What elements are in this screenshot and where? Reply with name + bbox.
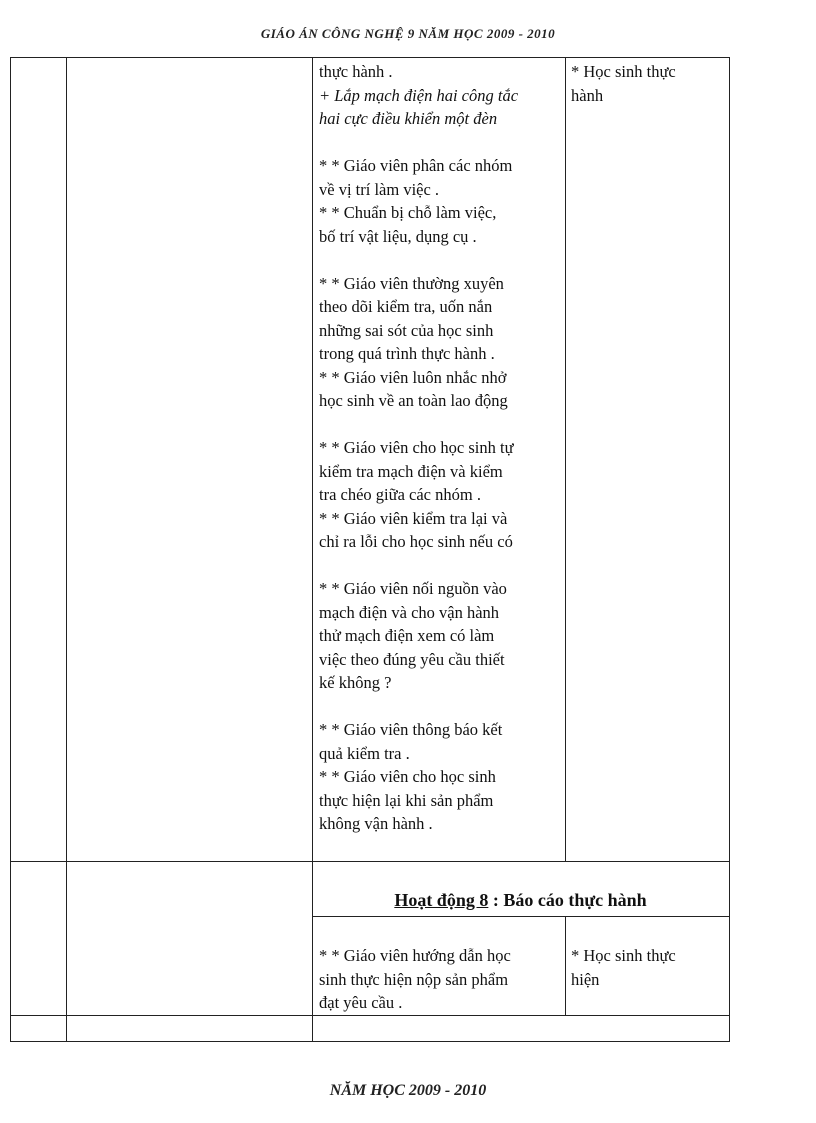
activity-heading <box>312 890 729 911</box>
text-line: mạch điện và cho vận hành <box>319 602 500 622</box>
text-line <box>319 413 563 437</box>
text-line: * * Giáo viên nối nguồn vào <box>319 579 507 598</box>
row-divider-2 <box>10 1015 730 1016</box>
col-divider-3a <box>565 57 566 862</box>
text-line: theo dõi kiểm tra, uốn nắn <box>319 297 493 316</box>
text-line: * * Giáo viên thường xuyên <box>319 273 504 293</box>
heading-divider <box>312 916 730 917</box>
text-line: * * Giáo viên cho học sinh tự <box>319 438 514 457</box>
text-line: hai cực điều khiển một đèn <box>319 109 498 128</box>
text-line: về vị trí làm việc . <box>319 179 440 199</box>
text-line: * Học sinh thực <box>571 62 676 81</box>
text-line: không vận hành . <box>319 814 433 833</box>
student-activity-cell <box>571 944 727 991</box>
page-header-text: GIÁO ÁN CÔNG NGHỆ 9 NĂM HỌC 2009 - 2010 <box>260 26 556 41</box>
row-divider-1 <box>10 861 730 862</box>
table-border-bottom <box>10 1041 730 1042</box>
text-line: * * Giáo viên hướng dẫn học <box>319 946 511 965</box>
text-line: quả kiểm tra . <box>319 743 410 763</box>
page-footer <box>0 1078 816 1099</box>
text-line: học sinh về an toàn lao động <box>319 391 508 410</box>
activity-heading-title: : Báo cáo thực hành <box>488 890 647 910</box>
text-line: hành <box>571 85 604 105</box>
text-line: sinh thực hiện nộp sản phẩm <box>319 969 509 989</box>
text-line: bố trí vật liệu, dụng cụ . <box>319 226 477 246</box>
col-divider-3b <box>565 916 566 1016</box>
text-line: kế không ? <box>319 673 392 692</box>
text-line: * * Giáo viên luôn nhắc nhở <box>319 367 507 387</box>
table-border-left <box>10 57 11 1042</box>
text-line: * * Giáo viên kiểm tra lại và <box>319 508 508 528</box>
text-line: kiểm tra mạch điện và kiểm <box>319 461 503 481</box>
student-activity-cell <box>571 60 727 107</box>
text-line: thực hành . <box>319 62 393 81</box>
table-border-right <box>729 57 730 1042</box>
page-header <box>0 0 816 42</box>
text-line: * * Giáo viên thông báo kết <box>319 720 503 739</box>
text-line: thử mạch điện xem có làm <box>319 626 495 645</box>
text-line: việc theo đúng yêu cầu thiết <box>319 649 505 669</box>
teacher-activity-cell <box>319 60 563 836</box>
text-line: những sai sót của học sinh <box>319 320 494 340</box>
text-line: + Lắp mạch điện hai công tắc <box>319 85 519 105</box>
text-line: * * Giáo viên cho học sinh <box>319 767 496 786</box>
table-border-top <box>10 57 730 58</box>
text-line: chỉ ra lỗi cho học sinh nếu có <box>319 532 513 551</box>
col-divider-1 <box>66 57 67 1042</box>
teacher-activity-cell <box>319 944 563 1015</box>
text-line <box>319 131 563 155</box>
page-footer-text: NĂM HỌC 2009 - 2010 <box>329 1082 487 1099</box>
text-line: thực hiện lại khi sản phẩm <box>319 790 494 810</box>
activity-heading-number: Hoạt động 8 <box>394 890 489 910</box>
text-line: * * Giáo viên phân các nhóm <box>319 156 513 175</box>
text-line <box>319 695 563 719</box>
text-line: * Học sinh thực <box>571 946 676 965</box>
text-line: * * Chuẩn bị chỗ làm việc, <box>319 203 497 222</box>
text-line <box>319 554 563 578</box>
text-line: trong quá trình thực hành . <box>319 344 495 363</box>
text-line: đạt yêu cầu . <box>319 993 403 1012</box>
text-line: hiện <box>571 969 600 989</box>
text-line: tra chéo giữa các nhóm . <box>319 485 481 504</box>
text-line <box>319 248 563 272</box>
